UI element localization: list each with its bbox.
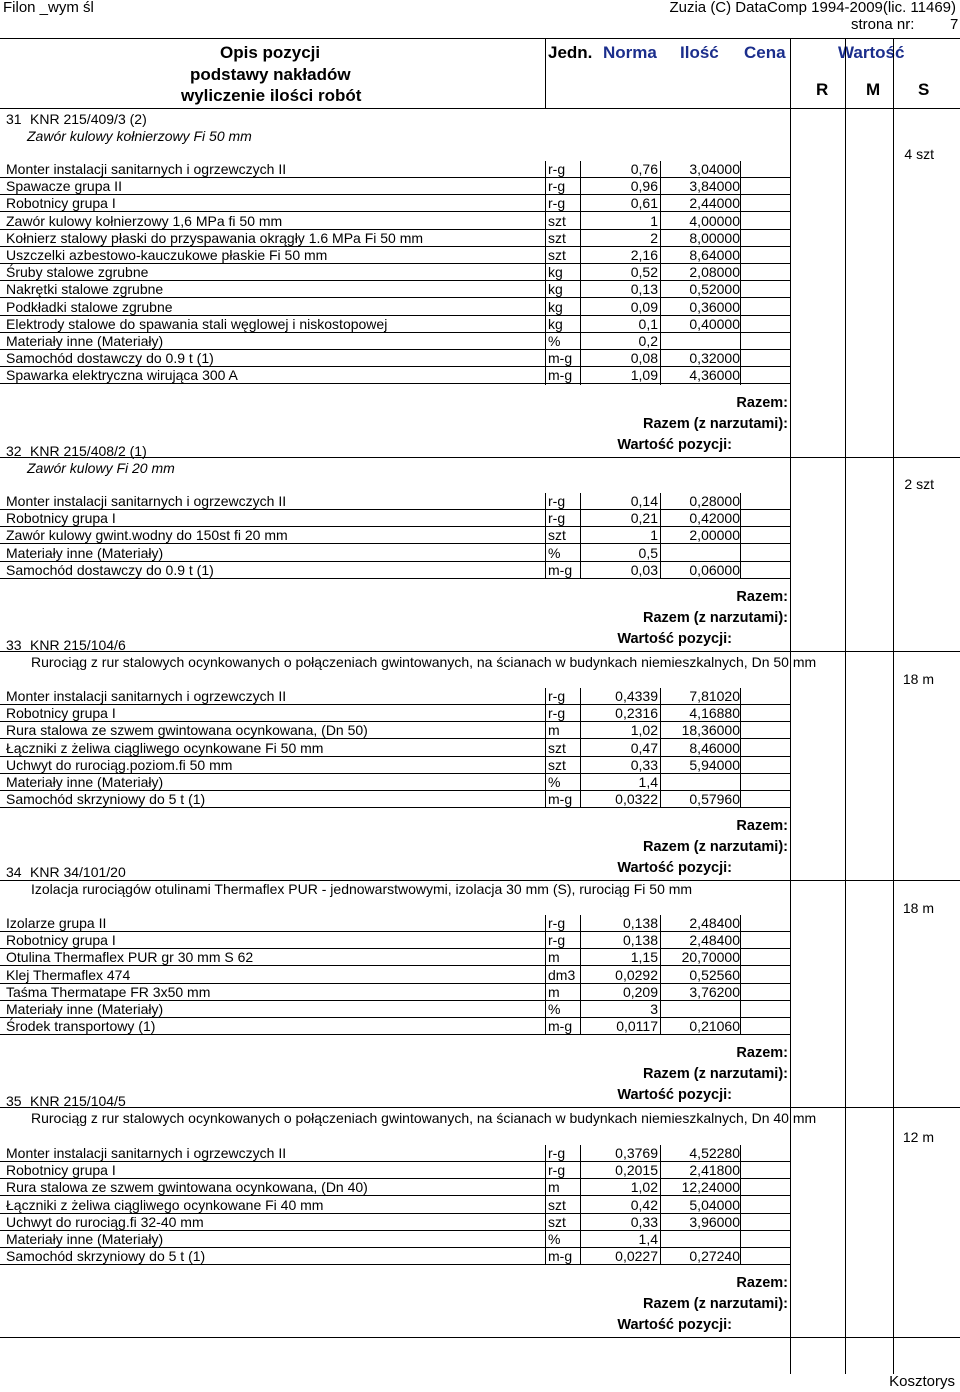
page-number-label: strona nr: <box>851 16 915 33</box>
position-measure: 2 szt <box>904 476 934 492</box>
software-info: Zuzia (C) DataComp 1994-2009(lic. 11469) <box>669 0 956 16</box>
resource-description: Zawór kulowy kołnierzowy 1,6 MPa fi 50 mm <box>6 212 283 229</box>
resource-quantity: 0,52000 <box>689 281 740 298</box>
resource-norm: 0,138 <box>622 915 658 931</box>
resource-description: Klej Thermaflex 474 <box>6 966 131 983</box>
resource-norm: 0,13 <box>630 281 658 298</box>
resource-quantity: 4,16880 <box>689 705 740 722</box>
column-rule <box>740 1145 741 1265</box>
summary-wartosc: Wartość pozycji: <box>617 860 732 877</box>
resource-description: Samochód skrzyniowy do 5 t (1) <box>6 1248 206 1265</box>
resource-unit: r-g <box>548 688 566 704</box>
summary-wartosc: Wartość pozycji: <box>617 631 732 647</box>
resource-description: Podkładki stalowe zgrubne <box>6 298 173 315</box>
column-quantity: Ilość <box>680 43 719 62</box>
resource-unit: kg <box>548 315 563 332</box>
column-rule <box>660 493 661 579</box>
page-number: 7 <box>950 16 959 33</box>
column-rule <box>660 161 661 385</box>
resource-unit: % <box>548 1001 561 1017</box>
resource-unit: % <box>548 1231 561 1247</box>
position-basis: KNR 215/409/3 (2) <box>30 111 147 127</box>
column-rule <box>580 493 581 579</box>
resource-description: Rura stalowa ze szwem gwintowana ocynkowana, (Dn 40) <box>6 1179 368 1196</box>
resource-quantity: 0,57960 <box>689 791 740 808</box>
row-rule <box>0 1034 790 1035</box>
column-rule <box>545 493 546 579</box>
summary-wartosc: Wartość pozycji: <box>617 1087 732 1104</box>
column-rule <box>660 915 661 1035</box>
resource-norm: 0,2 <box>638 333 658 349</box>
summary-razem-narzut: Razem (z narzutami): <box>642 1296 788 1313</box>
resource-quantity: 0,28000 <box>689 493 740 509</box>
resource-description: Łączniki z żeliwa ciągliwego ocynkowane Fi 50 mm <box>6 739 324 756</box>
position-basis: KNR 34/101/20 <box>30 864 126 880</box>
resource-unit: szt <box>548 739 566 756</box>
column-description-line1: Opis pozycji <box>220 43 321 62</box>
resource-quantity: 0,32000 <box>689 350 740 367</box>
position-end-rule <box>0 1337 960 1338</box>
resource-norm: 0,5 <box>638 544 658 561</box>
column-rule <box>660 688 661 808</box>
column-rule <box>580 161 581 385</box>
row-rule <box>0 807 790 808</box>
resource-unit: kg <box>548 298 563 315</box>
resource-description: Samochód dostawczy do 0.9 t (1) <box>6 350 214 367</box>
resource-description: Monter instalacji sanitarnych i ogrzewczych II <box>6 493 287 509</box>
resource-description: Monter instalacji sanitarnych i ogrzewczych II <box>6 1145 287 1161</box>
summary-wartosc: Wartość pozycji: <box>617 436 732 453</box>
summary-razem: Razem: <box>736 1275 788 1292</box>
column-description-line2: podstawy nakładów <box>190 65 351 84</box>
resource-norm: 1,4 <box>638 774 658 790</box>
resource-unit: r-g <box>548 510 566 527</box>
resource-description: Monter instalacji sanitarnych i ogrzewczych II <box>6 161 287 177</box>
resource-norm: 0,47 <box>630 739 658 756</box>
resource-norm: 0,3769 <box>615 1145 658 1161</box>
column-rule <box>545 161 546 385</box>
position-number: 34 <box>6 864 22 880</box>
column-description-line3: wyliczenie ilości robót <box>181 86 362 105</box>
resource-unit: r-g <box>548 493 566 509</box>
position-end-rule <box>0 651 960 652</box>
position-number: 32 <box>6 443 22 459</box>
resource-norm: 0,33 <box>630 756 658 773</box>
position-basis: KNR 215/104/5 <box>30 1093 126 1109</box>
resource-quantity: 2,08000 <box>689 264 740 281</box>
resource-unit: m-g <box>548 1018 573 1035</box>
resource-unit: r-g <box>548 705 566 722</box>
position-measure: 18 m <box>902 671 934 687</box>
resource-quantity: 8,64000 <box>689 247 740 263</box>
resource-unit: szt <box>548 527 566 544</box>
resource-description: Samochód skrzyniowy do 5 t (1) <box>6 791 206 808</box>
resource-quantity: 4,36000 <box>689 367 740 384</box>
column-norm: Norma <box>603 43 657 62</box>
resource-description: Robotnicy grupa I <box>6 1162 116 1179</box>
resource-norm: 1,15 <box>630 949 658 966</box>
resource-norm: 0,2015 <box>615 1162 658 1179</box>
column-rule <box>545 1145 546 1265</box>
resource-quantity: 2,41800 <box>689 1162 740 1179</box>
resource-description: Robotnicy grupa I <box>6 705 116 722</box>
summary-razem: Razem: <box>736 1045 788 1062</box>
summary-razem-narzut: Razem (z narzutami): <box>642 415 788 432</box>
resource-description: Kołnierz stalowy płaski do przyspawania okrągły 1.6 MPa Fi 50 mm <box>6 229 424 246</box>
resource-quantity: 0,40000 <box>689 315 740 332</box>
position-title: Zawór kulowy Fi 20 mm <box>27 460 175 476</box>
column-price: Cena <box>744 43 786 62</box>
resource-description: Uchwyt do rurociąg.poziom.fi 50 mm <box>6 756 233 773</box>
resource-norm: 0,09 <box>630 298 658 315</box>
resource-norm: 0,1 <box>638 315 658 332</box>
resource-unit: dm3 <box>548 966 576 983</box>
resource-norm: 0,08 <box>630 350 658 367</box>
summary-razem: Razem: <box>736 394 788 411</box>
position-measure: 4 szt <box>904 146 934 162</box>
resource-quantity: 3,04000 <box>689 161 740 177</box>
resource-description: Nakrętki stalowe zgrubne <box>6 281 164 298</box>
column-r: R <box>816 80 829 99</box>
resource-quantity: 20,70000 <box>681 949 740 966</box>
resource-norm: 0,03 <box>630 561 658 578</box>
column-rule <box>660 1145 661 1265</box>
resource-description: Samochód dostawczy do 0.9 t (1) <box>6 561 214 578</box>
resource-quantity: 3,76200 <box>689 983 740 1000</box>
resource-norm: 0,76 <box>630 161 658 177</box>
resource-description: Robotnicy grupa I <box>6 932 116 949</box>
resource-unit: m-g <box>548 367 573 384</box>
resource-description: Łączniki z żeliwa ciągliwego ocynkowane Fi 40 mm <box>6 1196 324 1213</box>
summary-wartosc: Wartość pozycji: <box>617 1317 732 1334</box>
resource-unit: szt <box>548 1213 566 1230</box>
resource-unit: m <box>548 722 560 739</box>
summary-razem-narzut: Razem (z narzutami): <box>642 839 788 856</box>
resource-quantity: 2,48400 <box>689 932 740 949</box>
resource-description: Robotnicy grupa I <box>6 510 116 527</box>
resource-quantity: 7,81020 <box>689 688 740 704</box>
column-rule <box>740 915 741 1035</box>
resource-quantity: 4,00000 <box>689 212 740 229</box>
position-number: 33 <box>6 637 22 653</box>
row-rule <box>0 383 790 384</box>
resource-norm: 0,4339 <box>615 688 658 704</box>
resource-unit: r-g <box>548 915 566 931</box>
resource-quantity: 3,84000 <box>689 178 740 195</box>
summary-razem: Razem: <box>736 818 788 835</box>
resource-norm: 1,02 <box>630 722 658 739</box>
position-title: Rurociąg z rur stalowych ocynkowanych o połączeniach gwintowanych, na ścianach w budynkach niemieszkalnych, Dn 40 mm <box>31 1110 817 1126</box>
resource-quantity: 0,52560 <box>689 966 740 983</box>
resource-quantity: 2,48400 <box>689 915 740 931</box>
resource-norm: 1,09 <box>630 367 658 384</box>
resource-quantity: 0,27240 <box>689 1248 740 1265</box>
resource-unit: m <box>548 1179 560 1196</box>
resource-norm: 0,0117 <box>616 1018 658 1035</box>
summary-razem-narzut: Razem (z narzutami): <box>642 1066 788 1083</box>
resource-unit: r-g <box>548 178 566 195</box>
resource-description: Monter instalacji sanitarnych i ogrzewczych II <box>6 688 287 704</box>
resource-description: Rura stalowa ze szwem gwintowana ocynkowana, (Dn 50) <box>6 722 368 739</box>
column-value: Wartość <box>838 43 905 62</box>
column-rule <box>580 688 581 808</box>
resource-quantity: 3,96000 <box>689 1213 740 1230</box>
summary-razem-narzut: Razem (z narzutami): <box>642 610 788 626</box>
position-measure: 12 m <box>902 1129 934 1145</box>
column-m: M <box>866 80 881 99</box>
resource-unit: % <box>548 774 561 790</box>
document-name: Filon _wym śl <box>3 0 94 16</box>
resource-norm: 3 <box>650 1001 658 1017</box>
resource-unit: szt <box>548 247 566 263</box>
resource-unit: szt <box>548 1196 566 1213</box>
resource-unit: % <box>548 333 561 349</box>
resource-norm: 1 <box>650 212 658 229</box>
resource-norm: 0,52 <box>630 264 658 281</box>
column-rule <box>580 1145 581 1265</box>
resource-norm: 0,138 <box>622 932 658 949</box>
resource-unit: r-g <box>548 1162 566 1179</box>
position-basis: KNR 215/408/2 (1) <box>30 443 147 459</box>
resource-quantity: 2,44000 <box>689 195 740 212</box>
resource-unit: m <box>548 983 560 1000</box>
resource-unit: r-g <box>548 161 566 177</box>
column-rule <box>740 161 741 385</box>
resource-description: Materiały inne (Materiały) <box>6 774 164 790</box>
position-title: Rurociąg z rur stalowych ocynkowanych o połączeniach gwintowanych, na ścianach w budynkach niemieszkalnych, Dn 50 mm <box>31 654 817 670</box>
resource-quantity: 0,42000 <box>689 510 740 527</box>
position-number: 31 <box>6 111 22 127</box>
position-measure: 18 m <box>902 900 934 916</box>
resource-unit: szt <box>548 229 566 246</box>
resource-description: Izolarze grupa II <box>6 915 107 931</box>
summary-razem: Razem: <box>736 589 788 605</box>
position-title: Izolacja rurociągów otulinami Thermaflex PUR - jednowarstwowymi, izolacja 30 mm (S), rurociąg Fi 50 mm <box>31 881 693 897</box>
resource-unit: r-g <box>548 195 566 212</box>
resource-quantity: 0,36000 <box>689 298 740 315</box>
resource-description: Elektrody stalowe do spawania stali węglowej i niskostopowej <box>6 315 388 332</box>
resource-norm: 0,21 <box>630 510 658 527</box>
resource-description: Materiały inne (Materiały) <box>6 333 164 349</box>
resource-quantity: 12,24000 <box>681 1179 740 1196</box>
resource-description: Zawór kulowy gwint.wodny do 150st fi 20 mm <box>6 527 288 544</box>
resource-quantity: 8,00000 <box>689 229 740 246</box>
resource-description: Środek transportowy (1) <box>6 1018 156 1035</box>
resource-quantity: 5,94000 <box>689 756 740 773</box>
position-basis: KNR 215/104/6 <box>30 637 126 653</box>
resource-unit: m-g <box>548 791 573 808</box>
resource-description: Taśma Thermatape FR 3x50 mm <box>6 983 211 1000</box>
column-rule <box>580 915 581 1035</box>
resource-description: Materiały inne (Materiały) <box>6 1231 164 1247</box>
resource-quantity: 18,36000 <box>681 722 740 739</box>
resource-quantity: 8,46000 <box>689 739 740 756</box>
resource-norm: 0,14 <box>630 493 658 509</box>
resource-norm: 0,209 <box>622 983 658 1000</box>
resource-unit: m-g <box>548 350 573 367</box>
row-rule <box>0 578 790 579</box>
resource-norm: 0,33 <box>630 1213 658 1230</box>
column-rule <box>545 915 546 1035</box>
footer-label: Kosztorys <box>889 1373 955 1390</box>
resource-norm: 2,16 <box>630 247 658 263</box>
header-top-rule <box>0 38 960 39</box>
resource-unit: szt <box>548 212 566 229</box>
column-rule <box>740 493 741 579</box>
resource-unit: r-g <box>548 932 566 949</box>
position-title: Zawór kulowy kołnierzowy Fi 50 mm <box>27 128 252 144</box>
resource-norm: 0,96 <box>630 178 658 195</box>
resource-quantity: 0,21060 <box>689 1018 740 1035</box>
resource-norm: 0,0227 <box>615 1248 658 1265</box>
resource-norm: 1 <box>650 527 658 544</box>
resource-unit: m-g <box>548 1248 573 1265</box>
resource-unit: szt <box>548 756 566 773</box>
resource-norm: 0,0292 <box>615 966 658 983</box>
resource-norm: 0,61 <box>630 195 658 212</box>
resource-quantity: 0,06000 <box>689 561 740 578</box>
position-number: 35 <box>6 1093 22 1109</box>
header-bottom-rule <box>0 108 960 109</box>
resource-quantity: 4,52280 <box>689 1145 740 1161</box>
resource-description: Uchwyt do rurociąg.fi 32-40 mm <box>6 1213 204 1230</box>
resource-description: Uszczelki azbestowo-kauczukowe płaskie Fi 50 mm <box>6 247 328 263</box>
column-s: S <box>918 80 930 99</box>
resource-description: Materiały inne (Materiały) <box>6 544 164 561</box>
column-unit: Jedn. <box>548 43 593 62</box>
resource-unit: m <box>548 949 560 966</box>
resource-description: Spawarka elektryczna wirująca 300 A <box>6 367 238 384</box>
resource-unit: r-g <box>548 1145 566 1161</box>
resource-description: Śruby stalowe zgrubne <box>6 264 149 281</box>
resource-norm: 0,42 <box>630 1196 658 1213</box>
resource-description: Spawacze grupa II <box>6 178 122 195</box>
resource-description: Materiały inne (Materiały) <box>6 1001 164 1017</box>
resource-norm: 1,4 <box>638 1231 658 1247</box>
resource-unit: m-g <box>548 561 573 578</box>
resource-norm: 0,0322 <box>615 791 658 808</box>
resource-norm: 0,2316 <box>615 705 658 722</box>
resource-description: Robotnicy grupa I <box>6 195 116 212</box>
position-end-rule <box>0 1107 960 1108</box>
resource-unit: % <box>548 544 561 561</box>
resource-norm: 1,02 <box>630 1179 658 1196</box>
resource-quantity: 2,00000 <box>689 527 740 544</box>
column-rule <box>545 688 546 808</box>
resource-norm: 2 <box>650 229 658 246</box>
resource-unit: kg <box>548 264 563 281</box>
resource-description: Otulina Thermaflex PUR gr 30 mm S 62 <box>6 949 254 966</box>
resource-quantity: 5,04000 <box>689 1196 740 1213</box>
resource-unit: kg <box>548 281 563 298</box>
column-rule <box>740 688 741 808</box>
row-rule <box>0 1264 790 1265</box>
